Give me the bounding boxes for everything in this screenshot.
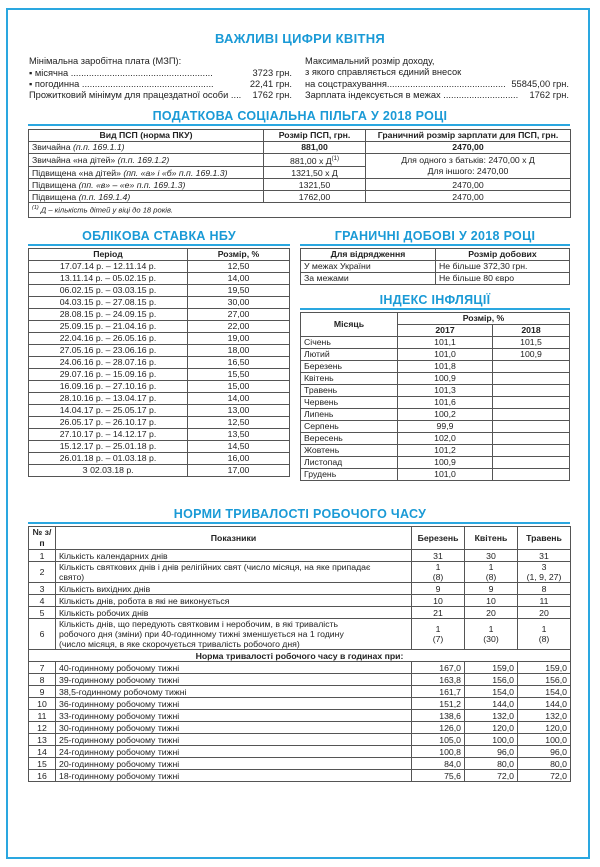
column-header: Квітень: [465, 527, 518, 550]
norms-subheader: Норма тривалості робочого часу в годинах при:: [29, 650, 571, 662]
table-row: 28.10.16 р. – 13.04.17 р. 14,00: [29, 393, 290, 405]
table-row: 9 38,5-годинному робочому тижні 161,7 154,0 154,0: [29, 686, 571, 698]
column-header: Березень: [412, 527, 465, 550]
table-row: Звичайна «на дітей» (п.п. 169.1.2) 881,00 х $Д^{(1)}$ Для одного з батьків: 2470,00 х Д Для іншого: 2470,00: [29, 154, 571, 167]
column-header: Розмір добових: [436, 249, 570, 261]
divider: [28, 244, 290, 246]
column-header: Розмір, %: [188, 249, 290, 261]
max-income-value: 55845,00 грн.: [511, 79, 569, 89]
column-header: Граничний розмір зарплати для ПСП, грн.: [366, 130, 571, 142]
table-row: 22.04.16 р. – 26.05.16 р. 19,00: [29, 333, 290, 345]
table-row: Жовтень 101,2: [301, 445, 570, 457]
hourly-row: ▪ погодинна ................................................... 22,41 грн.: [29, 79, 292, 89]
column-header: Для відрядження: [301, 249, 436, 261]
table-row: 12 30-годинному робочому тижні 126,0 120,0 120,0: [29, 722, 571, 734]
divider: [28, 124, 570, 126]
footnote-row: $^{(1)}$ Д – кількість дітей у віці до 18 років.: [29, 203, 571, 217]
table-row: 7 40-годинному робочому тижні 167,0 159,0 159,0: [29, 662, 571, 674]
table-row: 14.04.17 р. – 25.05.17 р. 13,00: [29, 405, 290, 417]
monthly-row: ▪ місячна ....................................................... 3723 грн.: [29, 68, 292, 78]
divider: [300, 308, 570, 310]
table-row: Вересень 102,0: [301, 433, 570, 445]
table-row: 6 Кількість днів, що передують святковим і неробочим, в які тривалість робочого дня (зміни) при 40-годинному тижні зменшується на 1 годину (число місяця, в яке скорочується тривалість робочого дня) 1 (7) 1 (30) 1 (8): [29, 619, 571, 650]
divider: [300, 244, 570, 246]
table-row: Листопад 100,9: [301, 457, 570, 469]
max-income-line1: Максимальний розмір доходу,: [305, 56, 435, 66]
work-norms-title: НОРМИ ТРИВАЛОСТІ РОБОЧОГО ЧАСУ: [173, 507, 427, 521]
table-row: 2 Кількість святкових днів і днів релігійних свят (число місяця, на яке припадає свято) 1 (8) 1 (8) 3 (1, 9, 27): [29, 562, 571, 583]
table-row: 1 Кількість календарних днів 31 30 31: [29, 550, 571, 562]
work-norms-table: [28, 526, 571, 782]
column-header: 2018: [493, 325, 570, 337]
table-row: 11 33-годинному робочому тижні 138,6 132,0 132,0: [29, 710, 571, 722]
table-row: 5 Кількість робочих днів 21 20 20: [29, 607, 571, 619]
table-row: 15 20-годинному робочому тижні 84,0 80,0 80,0: [29, 758, 571, 770]
tax-benefit-title: ПОДАТКОВА СОЦІАЛЬНА ПІЛЬГА У 2018 РОЦІ: [152, 109, 448, 123]
page-title: ВАЖЛИВІ ЦИФРИ КВІТНЯ: [214, 31, 386, 46]
column-header: Вид ПСП (норма ПКУ): [29, 130, 264, 142]
table-row: 10 36-годинному робочому тижні 151,2 144,0 144,0: [29, 698, 571, 710]
table-row: 16 18-годинному робочому тижні 75,6 72,0 72,0: [29, 770, 571, 782]
table-row: 06.02.15 р. – 03.03.15 р. 19,50: [29, 285, 290, 297]
table-row: Підвищена «на дітей» (пп. «а» і «б» п.п. 169.1.3) 1321,50 х Д: [29, 167, 571, 179]
nbu-rate-table: [28, 248, 290, 477]
table-row: Підвищена (пп. «в» – «е» п.п. 169.1.3) 1321,50 2470,00: [29, 179, 571, 191]
divider: [28, 522, 570, 524]
bullet-icon: ▪: [29, 68, 35, 78]
table-row: Липень 100,2: [301, 409, 570, 421]
table-row: 13 25-годинному робочому тижні 105,0 100,0 100,0: [29, 734, 571, 746]
column-header: Розмір ПСП, грн.: [264, 130, 366, 142]
table-row: 8 39-годинному робочому тижні 163,8 156,0 156,0: [29, 674, 571, 686]
table-row: Грудень 101,0: [301, 469, 570, 481]
table-row: Підвищена (п.п. 169.1.4) 1762,00 2470,00: [29, 191, 571, 203]
mzp-label: Мінімальна заробітна плата (МЗП):: [29, 56, 182, 66]
table-row: 29.07.16 р. – 15.09.16 р. 15,50: [29, 369, 290, 381]
column-header: Період: [29, 249, 188, 261]
inflation-table: [300, 312, 570, 481]
table-row: 13.11.14 р. – 05.02.15 р. 14,00: [29, 273, 290, 285]
table-row: 27.05.16 р. – 23.06.16 р. 18,00: [29, 345, 290, 357]
table-row: Лютий 101,0 100,9: [301, 349, 570, 361]
nbu-rate-title: ОБЛІКОВА СТАВКА НБУ: [82, 229, 236, 243]
table-row: 27.10.17 р. – 14.12.17 р. 13,50: [29, 429, 290, 441]
table-row: 3 Кількість вихідних днів 9 9 8: [29, 583, 571, 595]
table-row: 26.01.18 р. – 01.03.18 р. 16,00: [29, 453, 290, 465]
indexation-row: Зарплата індексується в межах ............................. 1762 грн.: [305, 90, 569, 100]
column-header: 2017: [398, 325, 493, 337]
table-row: У межах України Не більше 372,30 грн.: [301, 261, 570, 273]
table-row: 24.06.16 р. – 28.07.16 р. 16,50: [29, 357, 290, 369]
monthly-value: 3723 грн.: [252, 68, 292, 78]
table-row: 04.03.15 р. – 27.08.15 р. 30,00: [29, 297, 290, 309]
max-income-line2: з якого справляється єдиний внесок: [305, 67, 462, 77]
subsistence-value: 1762 грн.: [252, 90, 292, 100]
bullet-icon: ▪: [29, 79, 35, 89]
table-row: 26.05.17 р. – 26.10.17 р. 12,50: [29, 417, 290, 429]
column-header: № з/п: [29, 527, 56, 550]
column-header: Розмір, %: [398, 313, 570, 325]
table-row: 4 Кількість днів, робота в які не виконується 10 10 11: [29, 595, 571, 607]
table-row: Травень 101,3: [301, 385, 570, 397]
table-row: Березень 101,8: [301, 361, 570, 373]
subsistence-row: Прожитковий мінімум для працездатної особи .... 1762 грн.: [29, 90, 292, 100]
indexation-value: 1762 грн.: [529, 90, 569, 100]
table-row: 15.12.17 р. – 25.01.18 р. 14,50: [29, 441, 290, 453]
table-row: Січень 101,1 101,5: [301, 337, 570, 349]
daily-limits-table: [300, 248, 570, 285]
column-header: Показники: [56, 527, 412, 550]
table-row: Квітень 100,9: [301, 373, 570, 385]
table-row: 25.09.15 р. – 21.04.16 р. 22,00: [29, 321, 290, 333]
table-row: Червень 101,6: [301, 397, 570, 409]
inflation-title: ІНДЕКС ІНФЛЯЦІЇ: [379, 293, 491, 307]
tax-benefit-table: [28, 129, 571, 218]
column-header: Місяць: [301, 313, 398, 337]
daily-limits-title: ГРАНИЧНІ ДОБОВІ У 2018 РОЦІ: [334, 229, 536, 243]
table-row: 28.08.15 р. – 24.09.15 р. 27,00: [29, 309, 290, 321]
hourly-value: 22,41 грн.: [249, 79, 292, 89]
max-income-row: на соцстрахування.............................................. 55845,00 грн.: [305, 79, 569, 89]
table-row: З 02.03.18 р. 17,00: [29, 465, 290, 477]
column-header: Травень: [518, 527, 571, 550]
table-row: 14 24-годинному робочому тижні 100,8 96,0 96,0: [29, 746, 571, 758]
table-row: 16.09.16 р. – 27.10.16 р. 15,00: [29, 381, 290, 393]
table-row: Серпень 99,9: [301, 421, 570, 433]
table-row: Звичайна (п.п. 169.1.1) 881,00 2470,00: [29, 142, 571, 154]
table-row: За межами Не більше 80 євро: [301, 273, 570, 285]
table-row: 17.07.14 р. – 12.11.14 р. 12,50: [29, 261, 290, 273]
